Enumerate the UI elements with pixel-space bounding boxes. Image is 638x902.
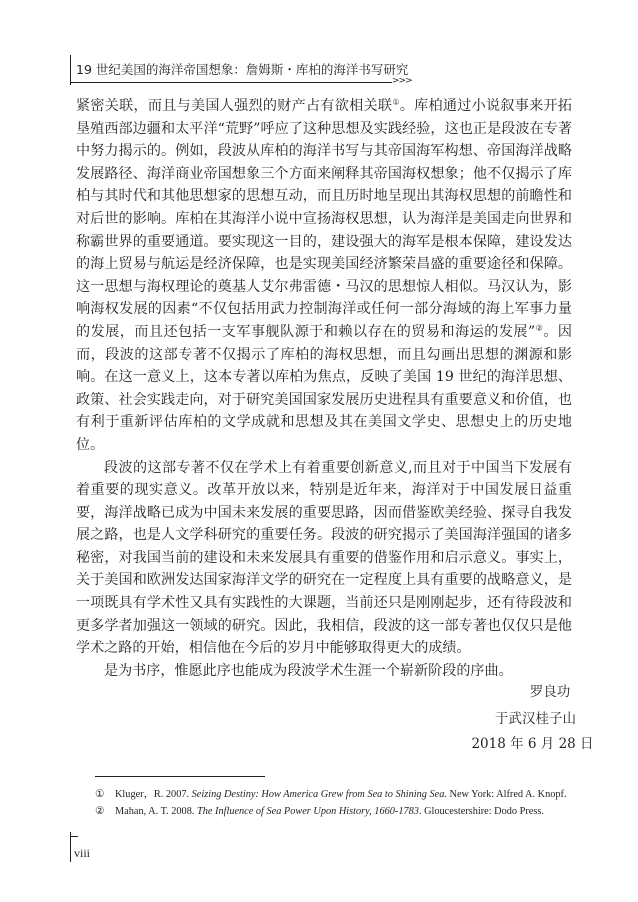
page-number: viii [74, 846, 91, 860]
signature-name: 罗良功 [529, 684, 571, 700]
paragraph-3: 是为书序，惟愿此序也能成为段波学术生涯一个崭新阶段的序曲。 [104, 662, 513, 679]
paragraph-1-part-c: 。因而，段波的这部专著不仅揭示了库柏的海权思想，而且勾画出思想的渊源和影响。在这一意义上，这本专著以库柏为焦点，反映了美国 19 世纪的海洋思想、政策、社会实践走向，对于研究美国国家发展历史进程具有重要意义和价值，也有利于重新评估库柏的文学成就和思想及其在美国文学史、思想史上的历史地位。 [76, 323, 573, 453]
footnote-2-post: . Gloucestershire: Dodo Press. [418, 806, 544, 817]
footnote-rule [95, 776, 265, 777]
footnote-ref-2: ② [535, 323, 544, 333]
header-rule [70, 82, 392, 83]
footer-corner-tick [70, 836, 78, 837]
signature-date: 2018 年 6 月 28 日 [471, 736, 594, 752]
footnote-1-title: Seizing Destiny: How America Grew from Sea to Shining Sea [191, 789, 445, 800]
footnote-ref-1: ① [392, 97, 400, 107]
running-header-title: 19 世纪美国的海洋帝国想象：詹姆斯・库柏的海洋书写研究 [76, 62, 409, 77]
footnotes [95, 786, 567, 820]
footnote-2-mark: ② [95, 806, 105, 817]
footnote-1-pre: Kluger，R. 2007. [115, 789, 192, 800]
paragraph-1 [76, 95, 572, 457]
footnote-2 [95, 803, 567, 820]
footnote-1-mark: ① [95, 789, 105, 800]
signature-place: 于武汉桂子山 [495, 711, 576, 727]
footnote-1-post: . New York: Alfred A. Knopf. [444, 789, 567, 800]
footnote-1 [95, 786, 567, 803]
paragraph-1-part-b: 。库柏通过小说叙事来开拓垦殖西部边疆和太平洋“荒野”呼应了这种思想及实践经验，这也正是段波在专著中努力揭示的。例如，段波从库柏的海洋书写与其帝国海军构想、帝国海洋战略发展路径、海洋商业帝国想象三个方面来阐释其帝国海权想象；他不仅揭示了库柏与其时代和其他思想家的思想互动，而且历时地呈现出其海权思想的前瞻性和对后世的影响。库柏在其海洋小说中宣扬海权思想，认为海洋是美国走向世界和称霸世界的重要通道。要实现这一目的，建设强大的海军是根本保障，建设发达的海上贸易与航运是经济保障，也是实现美国经济繁荣昌盛的重要途径和保障。这一思想与海权理论的奠基人艾尔弗雷德・马汉的思想惊人相似。马汉认为，影响海权发展的因素“不仅包括用武力控制海洋或任何一部分海域的海上军事力量的发展，而且还包括一支军事舰队源于和赖以存在的贸易和海运的发展” [76, 98, 573, 340]
header-corner-line [70, 55, 71, 85]
paragraph-1-part-a: 紧密关联，而且与美国人强烈的财产占有欲相关联 [76, 98, 393, 114]
footnote-2-pre: Mahan, A. T. 2008. [115, 806, 197, 817]
paragraph-2: 段波的这部专著不仅在学术上有着重要创新意义,而且对于中国当下发展有着重要的现实意义。改革开放以来，特别是近年来，海洋对于中国发展日益重要，海洋战略已成为中国未来发展的重要思路，因而借鉴欧美经验、探寻自我发展之路，也是人文学科研究的重要任务。段波的研究揭示了美国海洋强国的诸多秘密，对我国当前的建设和未来发展具有重要的借鉴作用和启示意义。事实上，关于美国和欧洲发达国家海洋文学的研究在一定程度上具有重要的战略意义，是一项既具有学术性又具有实践性的大课题，当前还只是刚刚起步，还有待段波和更多学者加强这一领域的研究。因此，我相信，段波的这一部专著也仅仅只是他学术之路的开始，相信他在今后的岁月中能够取得更大的成绩。 [76, 459, 572, 657]
body-text [76, 95, 572, 682]
header-arrows-icon: >>> [392, 76, 412, 86]
footnote-2-title: The Influence of Sea Power Upon History, 1660-1783 [197, 806, 419, 817]
